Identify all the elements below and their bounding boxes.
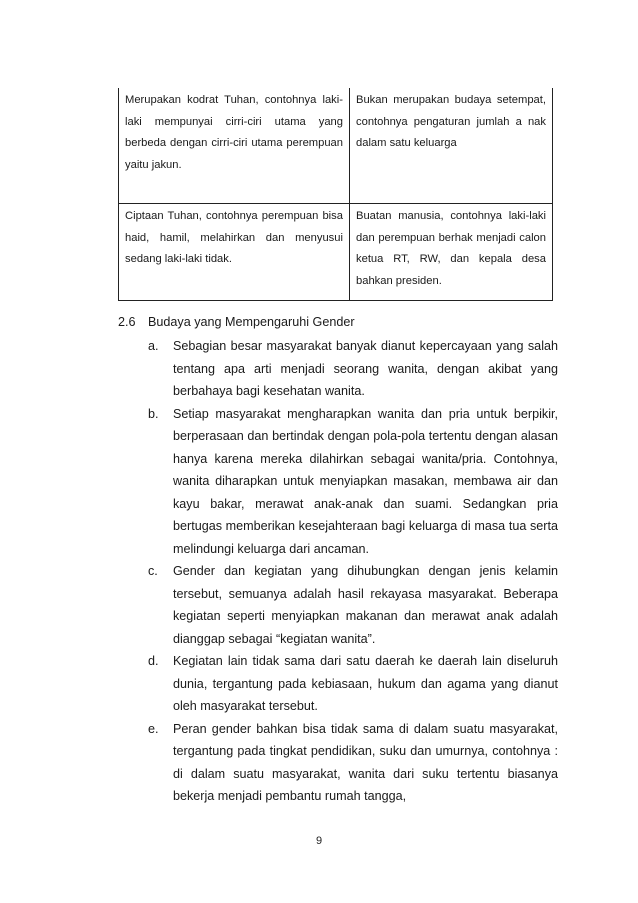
section-title: Budaya yang Mempengaruhi Gender	[148, 315, 355, 329]
section-number: 2.6	[118, 315, 136, 329]
table-cell-gender: Buatan manusia, contohnya laki-laki dan perempuan berhak menjadi calon ketua RT, RW, dan kepala desa bahkan presiden.	[350, 204, 553, 301]
culture-list	[118, 335, 558, 808]
list-item	[148, 650, 558, 718]
list-item-text: Setiap masyarakat mengharapkan wanita dan pria untuk berpikir, berperasaan dan bertindak dengan pola-pola tertentu dengan alasan hanya karena mereka dilahirkan sebagai wanita/pria. Contohnya, wanita diharapkan untuk menyiapkan masakan, membawa air dan kayu bakar, merawat anak-anak dan suami. Sedangkan pria bertugas memberikan kesejahteraan bagi keluarga di masa tua serta melindungi keluarga dari ancaman.	[173, 406, 558, 556]
list-item-letter: d.	[148, 654, 159, 668]
list-item-letter: b.	[148, 406, 159, 421]
list-item-text: Peran gender bahkan bisa tidak sama di dalam suatu masyarakat, tergantung pada tingkat pendidikan, suku dan umurnya, contohnya : di dalam suatu masyarakat, wanita dari suku tertentu biasanya bekerja menjadi pembantu rumah tangga,	[173, 721, 558, 803]
table-cell-gender: Bukan merupakan budaya setempat, contohnya pengaturan jumlah a nak dalam satu keluarga	[350, 88, 553, 204]
list-item-letter: a.	[148, 339, 159, 353]
table-cell-sex: Merupakan kodrat Tuhan, contohnya laki-laki mempunyai cirri-ciri utama yang berbeda dengan cirri-ciri utama perempuan yaitu jakun.	[119, 88, 350, 204]
list-item-text: Kegiatan lain tidak sama dari satu daerah ke daerah lain diseluruh dunia, tergantung pada kebiasaan, hukum dan agama yang dianut oleh masyarakat tersebut.	[173, 654, 558, 713]
section-heading	[118, 311, 558, 333]
list-item	[148, 403, 558, 561]
list-item	[148, 560, 558, 650]
section-2-6	[118, 311, 558, 808]
table-cell-sex: Ciptaan Tuhan, contohnya perempuan bisa haid, hamil, melahirkan dan menyusui sedang laki-laki tidak.	[119, 204, 350, 301]
table-row	[119, 88, 553, 204]
list-item-text: Gender dan kegiatan yang dihubungkan dengan jenis kelamin tersebut, semuanya adalah hasil rekayasa masyarakat. Beberapa kegiatan seperti menyiapkan makanan dan merawat anak adalah dianggap sebagai “kegiatan wanita”.	[173, 564, 558, 646]
list-item-text: Sebagian besar masyarakat banyak dianut kepercayaan yang salah tentang apa arti menjadi seorang wanita, dengan akibat yang berbahaya bagi kesehatan wanita.	[173, 339, 558, 398]
gender-comparison-table	[118, 88, 553, 301]
list-item	[148, 718, 558, 808]
page-number: 9	[315, 835, 323, 847]
table-row	[119, 204, 553, 301]
list-item	[148, 335, 558, 403]
list-item-letter: c.	[148, 564, 158, 578]
list-item-letter: e.	[148, 721, 159, 736]
